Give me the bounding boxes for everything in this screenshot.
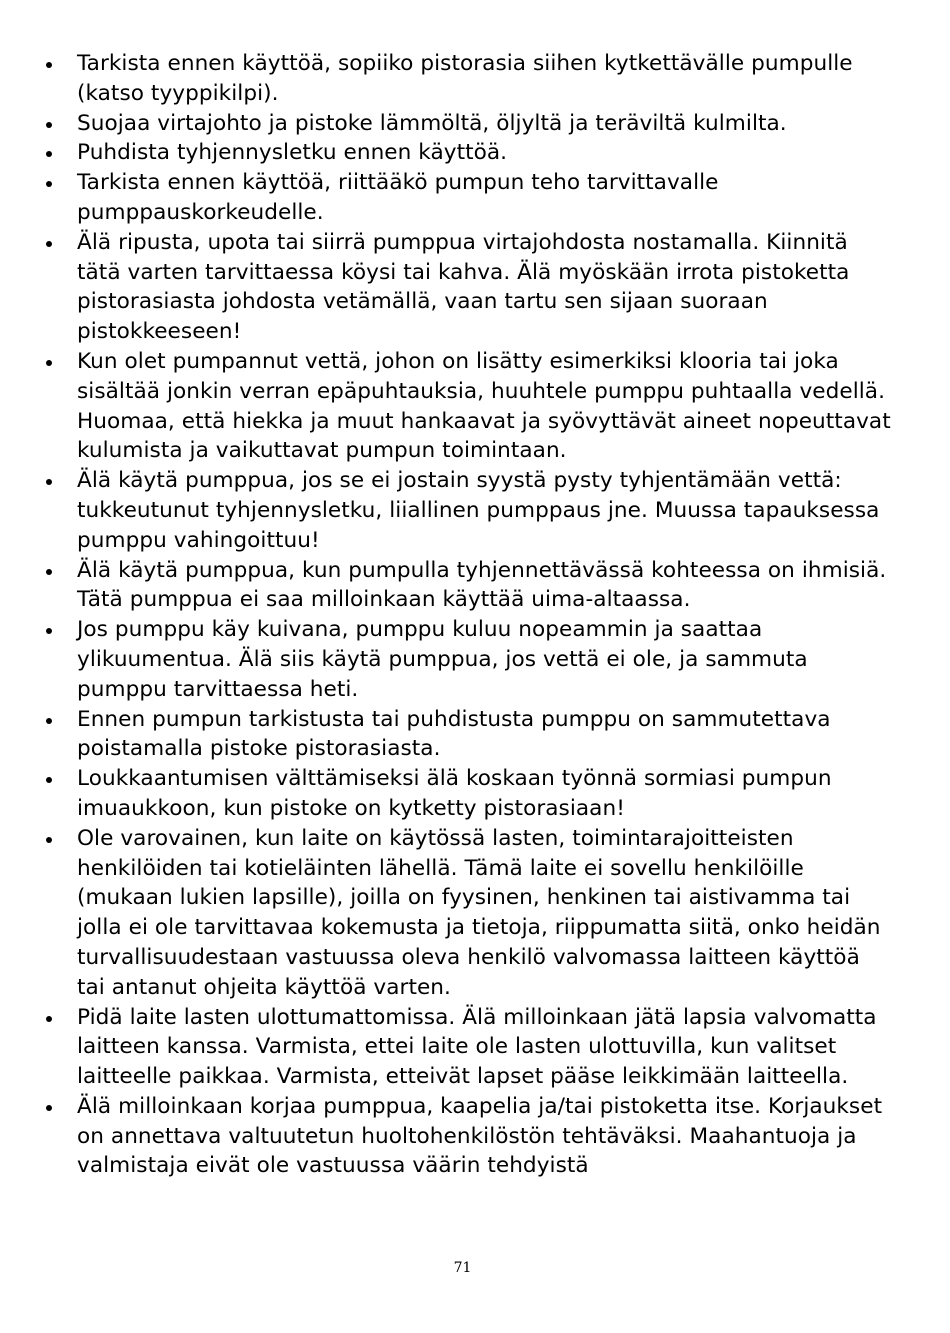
- list-item: [44, 556, 894, 616]
- safety-instructions-list: [44, 49, 894, 1181]
- list-item: [44, 1003, 894, 1092]
- page-number: 71: [453, 1260, 472, 1276]
- bullet-icon: [46, 1105, 52, 1111]
- list-item-text: Älä milloinkaan korjaa pumppua, kaapelia ja/tai pistoketta itse. Korjaukset on annettava valtuutetun huoltohenkilöstön tehtäväksi. Maahantuoja ja valmistaja eivät ole vastuussa väärin tehdyistä: [77, 1093, 883, 1179]
- list-item-text: Kun olet pumpannut vettä, johon on lisätty esimerkiksi klooria tai joka sisältää jonkin verran epäpuhtauksia, huuhtele pumppu puhtaalla vedellä. Huomaa, että hiekka ja muut hankaavat ja syövyttävät aineet nopeuttavat kulumista ja vaikuttavat pumpun toimintaan.: [77, 348, 891, 464]
- bullet-icon: [46, 628, 52, 634]
- bullet-icon: [46, 360, 52, 366]
- bullet-icon: [46, 122, 52, 128]
- list-item: [44, 1092, 894, 1181]
- list-item: [44, 615, 894, 704]
- list-item: [44, 138, 894, 168]
- list-item-text: Jos pumppu käy kuivana, pumppu kuluu nopeammin ja saattaa ylikuumentua. Älä siis käytä pumppua, jos vettä ei ole, ja sammuta pumppu tarvittaessa heti.: [77, 617, 808, 702]
- list-item: [44, 109, 894, 139]
- list-item: [44, 824, 894, 1003]
- list-item-text: Puhdista tyhjennysletku ennen käyttöä.: [77, 140, 508, 166]
- list-item-text: Tarkista ennen käyttöä, riittääkö pumpun teho tarvittavalle pumppauskorkeudelle.: [77, 170, 719, 225]
- list-item: [44, 347, 894, 466]
- list-item-text: Loukkaantumisen välttämiseksi älä koskaan työnnä sormiasi pumpun imuaukkoon, kun pistoke on kytketty pistorasiaan!: [77, 766, 832, 821]
- bullet-icon: [46, 479, 52, 485]
- list-item-text: Pidä laite lasten ulottumattomissa. Älä milloinkaan jätä lapsia valvomatta laitteen kanssa. Varmista, ettei laite ole lasten ulottuvilla, kun valitset laitteelle paikkaa. Varmista, etteivät lapset pääse leikkimään laitteella.: [77, 1004, 877, 1090]
- list-item-text: Älä ripusta, upota tai siirrä pumppua virtajohdosta nostamalla. Kiinnitä tätä varten tarvittaessa köysi tai kahva. Älä myöskään irrota pistoketta pistorasiasta johdosta vetämällä, vaan tartu sen sijaan suoraan pistokkeeseen!: [77, 229, 850, 345]
- list-item: [44, 168, 894, 228]
- list-item-text: Tarkista ennen käyttöä, sopiiko pistorasia siihen kytkettävälle pumpulle (katso tyyppikilpi).: [77, 51, 853, 106]
- list-item: [44, 705, 894, 765]
- list-item: [44, 466, 894, 555]
- bullet-icon: [46, 62, 52, 68]
- bullet-icon: [46, 181, 52, 187]
- bullet-icon: [46, 777, 52, 783]
- bullet-icon: [46, 151, 52, 157]
- bullet-icon: [46, 569, 52, 575]
- list-item-text: Älä käytä pumppua, jos se ei jostain syystä pysty tyhjentämään vettä: tukkeutunut tyhjennysletku, liiallinen pumppaus jne. Muussa tapauksessa pumppu vahingoittuu!: [77, 468, 880, 553]
- bullet-icon: [46, 241, 52, 247]
- bullet-icon: [46, 837, 52, 843]
- list-item-text: Älä käytä pumppua, kun pumpulla tyhjennettävässä kohteessa on ihmisiä. Tätä pumppua ei saa milloinkaan käyttää uima-altaassa.: [77, 557, 887, 613]
- list-item-text: Suojaa virtajohto ja pistoke lämmöltä, öljyltä ja teräviltä kulmilta.: [77, 110, 787, 136]
- bullet-icon: [46, 718, 52, 724]
- list-item: [44, 228, 894, 347]
- list-item: [44, 49, 894, 109]
- list-item-text: Ole varovainen, kun laite on käytössä lasten, toimintarajoitteisten henkilöiden tai kotieläinten lähellä. Tämä laite ei sovellu henkilöille (mukaan lukien lapsille), joilla on fyysinen, henkinen tai aistivamma tai jolla ei ole tarvittavaa kokemusta ja tietoja, riippumatta siitä, onko heidän turvallisuudestaan vastuussa oleva henkilö valvomassa laitteen käyttöä tai antanut ohjeita käyttöä varten.: [77, 825, 881, 1000]
- list-item-text: Ennen pumpun tarkistusta tai puhdistusta pumppu on sammutettava poistamalla pistoke pistorasiasta.: [77, 706, 831, 762]
- bullet-icon: [46, 1016, 52, 1022]
- list-item: [44, 764, 894, 824]
